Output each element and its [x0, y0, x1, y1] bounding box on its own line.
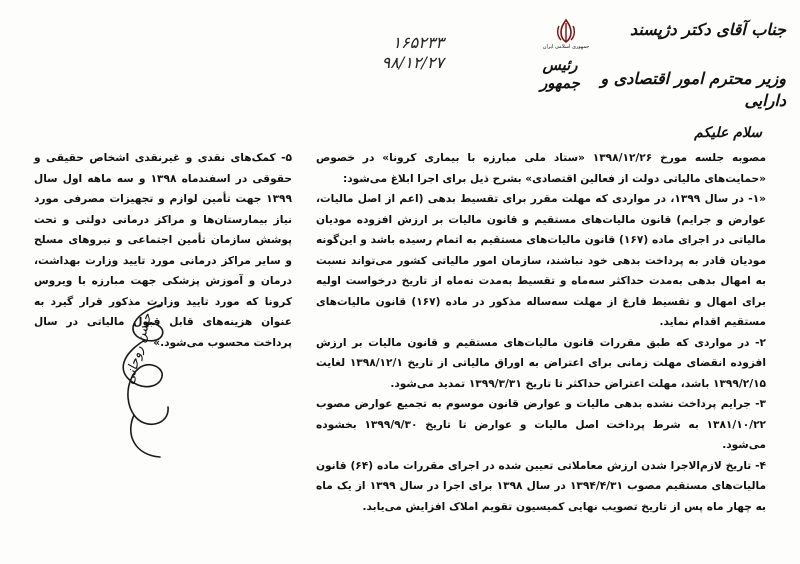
letterhead-title: رئیس جمهور — [540, 56, 580, 92]
registration-number: ۱۶۵۲۳۳ — [392, 33, 444, 52]
addressee-name: جناب آقای دکتر دژپسند — [629, 20, 786, 39]
signatory-name: حسن روحانی — [122, 311, 156, 386]
intro-paragraph: مصوبه جلسه مورخ ۱۳۹۸/۱۲/۲۶ «ستاد ملی مبارزه با بیماری کرونا» در خصوص «حمایت‌های مالیاتی دولت از فعالین اقتصادی» بشرح ذیل برای اجرا ابلاغ می‌شود: — [316, 152, 766, 185]
iran-emblem-icon — [555, 18, 577, 44]
clause-3: ۳- جرایم پرداخت نشده بدهی مالیات و عوارض قانون موسوم به تجمیع عوارض مصوب ۱۳۸۱/۱۰/۲۲ به شرط پرداخت اصل مالیات و عوارض تا تاریخ ۱۳۹۹/۹/۳۰ بخشوده می‌شود. — [316, 398, 766, 451]
addressee-title: وزیر محترم امور اقتصادی و دارایی — [600, 69, 786, 110]
clause-4: ۴- تاریخ لازم‌الاجرا شدن ارزش معاملاتی تعیین شده در اجرای مقررات ماده (۶۴) قانون مالیات‌های مستقیم مصوب ۱۳۹۴/۴/۳۱ در سال ۱۳۹۸ برای اجرا در سال ۱۳۹۹ از یک ماه به چهار ماه پس از تاریخ تصویب نهایی کمیسیون تقویم املاک افزایش می‌یابد. — [316, 459, 767, 513]
registration-date: ۹۸/۱۲/۲۷ — [381, 53, 444, 72]
clause-5: ۵- کمک‌های نقدی و غیرنقدی اشخاص حقیقی و حقوقی در اسفندماه ۱۳۹۸ و سه ماهه اول سال ۱۳۹۹ جهت تأمین لوازم و تجهیزات مصرفی مورد نیاز بیمارستان‌ها و مراکز درمانی دولتی و تحت پوشش سازمان تأمین اجتماعی و نیروهای مسلح و سایر مراکز درمانی مورد تایید وزارت بهداشت، درمان و آموزش پزشکی جهت مبارزه با ویروس کرونا که مورد تایید وزارت مذکور قرار گیرد به عنوان هزینه‌های قابل قبول مالیاتی در سال پرداخت محسوب می‌شود.» — [34, 152, 292, 349]
letterhead-subtitle: جمهوری اسلامی ایران — [542, 44, 590, 50]
letterhead-emblem — [542, 18, 590, 51]
main-body — [316, 148, 766, 517]
clause-2: ۲- در مواردی که طبق مقررات قانون مالیات‌های مستقیم و قانون مالیات بر ارزش افزوده انقضای مهلت زمانی برای اعتراض به اوراق مالیاتی از تاریخ ۱۳۹۸/۱۲/۱ لغایت ۱۳۹۹/۲/۱۵ باشد، مهلت اعتراض حداکثر تا تاریخ ۱۳۹۹/۳/۳۱ تمدید می‌شود. — [316, 336, 766, 390]
clause-1: «۱- در سال ۱۳۹۹، در مواردی که مهلت مقرر برای تقسیط بدهی (اعم از اصل مالیات، عوارض و جرایم) قانون مالیات‌های مستقیم و قانون مالیات بر ارزش افزوده مودیان مالیاتی در اجرای ماده (۱۶۷) قانون مالیات‌های مستقیم به اتمام رسیده باشد و این‌گونه مودیان قادر به پرداخت بدهی خود نباشند، سازمان امور مالیاتی کشور می‌تواند نسبت به امهال بدهی به‌مدت حداکثر سه‌ماه و تقسیط به‌مدت نه‌ماه از تاریخ درخواست اولیه برای امهال و تقسیط فارغ از مهلت سه‌ساله مذکور در ماده (۱۶۷) قانون مالیات‌های مستقیم اقدام نماید. — [316, 193, 766, 328]
salutation: سلام علیکم — [694, 125, 762, 141]
registration-block — [354, 33, 444, 73]
